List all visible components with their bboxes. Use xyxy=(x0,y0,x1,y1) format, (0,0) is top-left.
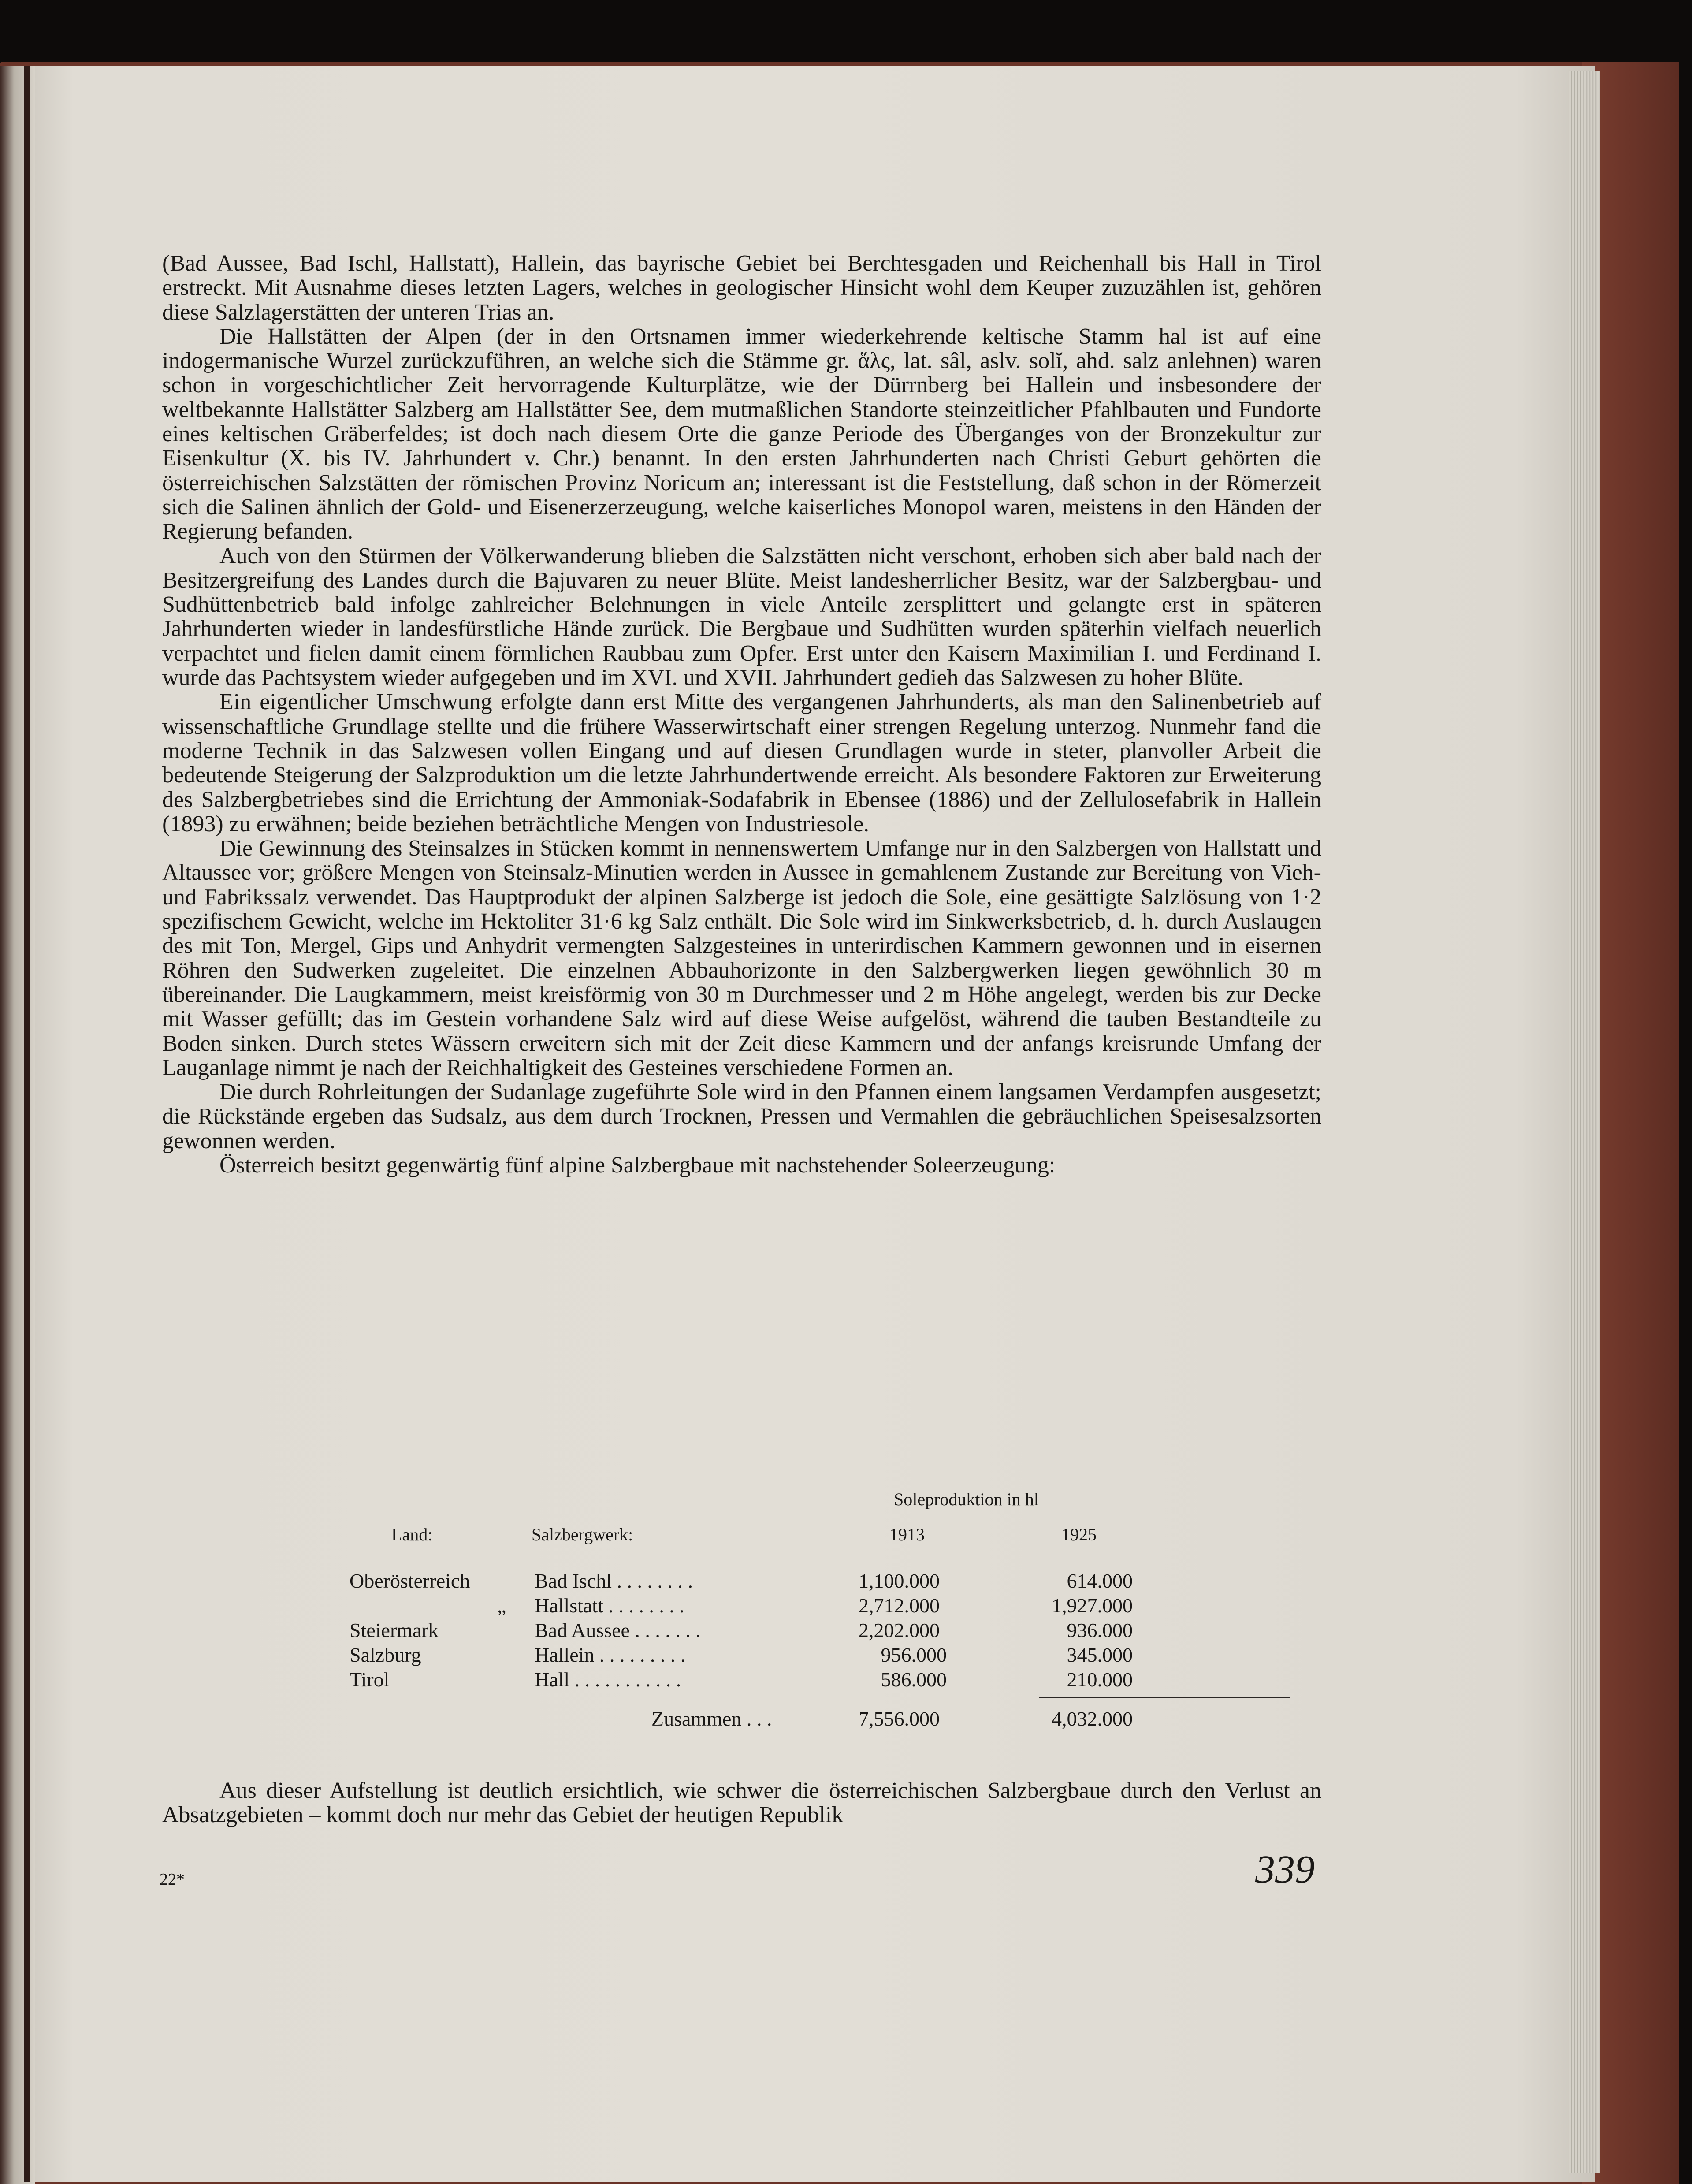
page-edges xyxy=(1569,71,1600,2173)
paragraph: Österreich besitzt gegenwärtig fünf alpine Salzbergbaue mit nachstehender Soleerzeugung: xyxy=(219,1152,1056,1178)
body-text xyxy=(162,251,1321,1177)
table-land: Oberösterreich xyxy=(350,1570,470,1592)
table-land: Salzburg xyxy=(350,1644,421,1666)
table-land: Tirol xyxy=(350,1668,390,1691)
closing-text xyxy=(162,1778,1321,1827)
paragraph: Ein eigentlicher Umschwung erfolgte dann erst Mitte des vergangenen Jahrhunderts, als man den Salinenbetrieb auf wissenschaftliche Grundlage stellte und die frühere Wasserwirtschaft einer strengen Regelung unterzog. Nunmehr fand die moderne Technik in das Salzwesen vollen Eingang und auf diesen Grundlagen wurde in steter, planvoller Arbeit die bedeutende Steigerung der Salzproduktion um die letzte Jahrhundertwende erreicht. Als besondere Faktoren zur Erweiterung des Salzbergbetriebes sind die Errichtung der Ammoniak-Sodafabrik in Ebensee (1886) und der Zellulosefabrik in Hallein (1893) zu erwähnen; beide beziehen beträchtliche Mengen von Industriesole. xyxy=(162,689,1321,837)
production-table xyxy=(162,1489,1321,1736)
paragraph: Aus dieser Aufstellung ist deutlich ersichtlich, wie schwer die österreichischen Salzbergbaue durch den Verlust an Absatzgebieten – kommt doch nur mehr das Gebiet der heutigen Republik xyxy=(162,1778,1321,1828)
table-total-1913: 7,556.000 xyxy=(859,1708,940,1730)
table-total-label: Zusammen . . . xyxy=(651,1708,772,1730)
table-header-1913: 1913 xyxy=(889,1525,925,1544)
table-1913: 1,100.000 xyxy=(859,1570,940,1592)
signature-mark: 22* xyxy=(160,1870,185,1889)
paragraph: Auch von den Stürmen der Völkerwanderung blieben die Salzstätten nicht verschont, erhoben sich aber bald nach der Besitzergreifung des Landes durch die Bajuvaren zu neuer Blüte. Meist landesherrlicher Besitz, war der Salzbergbau- und Sudhüttenbetrieb bald infolge zahlreicher Belehnungen in viele Anteile zersplittert und gelangte erst in späteren Jahrhunderten wieder in landesfürstliche Hände zurück. Die Bergbaue und Sudhütten wurden späterhin vielfach neuerlich verpachtet und fielen damit einem förmlichen Raubbau zum Opfer. Erst unter den Kaisern Maximilian I. und Ferdinand I. wurde das Pachtsystem wieder aufgegeben und im XVI. und XVII. Jahrhundert gedieh das Salzwesen zu hoher Blüte. xyxy=(162,543,1321,691)
table-werk: Hallein . . . . . . . . . xyxy=(535,1644,686,1666)
table-header-1925: 1925 xyxy=(1061,1525,1097,1544)
paragraph: Die durch Rohrleitungen der Sudanlage zugeführte Sole wird in den Pfannen einem langsamen Verdampfen ausgesetzt; die Rückstände ergeben das Sudsalz, aus dem durch Trocknen, Pressen und Vermahlen die gebräuchlichen Speisesalzsorten gewonnen werden. xyxy=(162,1079,1321,1153)
table-total-1925: 4,032.000 xyxy=(1052,1708,1133,1730)
table-1913: 956.000 xyxy=(881,1644,947,1666)
table-header-werk: Salzbergwerk: xyxy=(532,1525,633,1544)
table-header-land: Land: xyxy=(391,1525,433,1544)
gutter xyxy=(24,66,30,2182)
sum-rule xyxy=(1039,1697,1290,1698)
paragraph: Die Gewinnung des Steinsalzes in Stücken kommt in nennenswertem Umfange nur in den Salzbergen von Hallstatt und Altaussee vor; größere Mengen von Steinsalz-Minutien werden in Aussee in gemahlenem Zustande zur Bereitung von Vieh- und Fabrikssalz verwendet. Das Hauptprodukt der alpinen Salzberge ist jedoch die Sole, eine gesättigte Salzlösung von 1·2 spezifischem Gewicht, welche im Hektoliter 31·6 kg Salz enthält. Die Sole wird im Sinkwerksbetrieb, d. h. durch Auslaugen des mit Ton, Mergel, Gips und Anhydrit vermengten Salzgesteines in unterirdischen Kammern gewonnen und in eisernen Röhren den Sudwerken zugeleitet. Die einzelnen Abbauhorizonte in den Salzbergwerken liegen gewöhnlich 30 m übereinander. Die Laugkammern, meist kreisförmig von 30 m Durchmesser und 2 m Höhe angelegt, werden bis zur Decke mit Wasser gefüllt; das im Gestein vorhandene Salz wird auf diese Weise aufgelöst, während die tauben Bestandteile zu Boden sinken. Durch stetes Wässern erweitern sich mit der Zeit diese Kammern und der anfangs kreisrunde Umfang der Lauganlage nimmt je nach der Reichhaltigkeit des Gesteines verschiedene Formen an. xyxy=(162,836,1321,1080)
paragraph: Die Hallstätten der Alpen (der in den Ortsnamen immer wiederkehrende keltische Stamm hal ist auf eine indogermanische Wurzel zurückzuführen, an welche sich die Stämme gr. ἅλς, lat. sâl, aslv. solĭ, ahd. salz anlehnen) waren schon in vorgeschichtlicher Zeit hervorragende Kulturplätze, wie der Dürrnberg bei Hallein und insbesondere der weltbekannte Hallstätter Salzberg am Hallstätter See, dem mutmaßlichen Standorte steinzeitlicher Pfahlbauten und Fundorte eines keltischen Gräberfeldes; ist doch nach diesem Orte die ganze Periode des Überganges von der Bronzekultur zur Eisenkultur (X. bis IV. Jahrhundert v. Chr.) benannt. In den ersten Jahrhunderten nach Christi Geburt gehörten die österreichischen Salzstätten der römischen Provinz Noricum an; interessant ist die Feststellung, daß schon in der Römerzeit sich die Salinen ähnlich der Gold- und Eisenerzerzeugung, welche kaiserliches Monopol waren, meistens in den Händen der Regierung befanden. xyxy=(162,324,1321,544)
table-werk: Hall . . . . . . . . . . . xyxy=(535,1668,681,1691)
table-werk: Hallstatt . . . . . . . . xyxy=(535,1594,684,1617)
table-land: Steiermark xyxy=(350,1619,439,1641)
table-group-header: Soleproduktion in hl xyxy=(894,1489,1039,1509)
table-1925: 210.000 xyxy=(1067,1668,1133,1691)
paragraph: (Bad Aussee, Bad Ischl, Hallstatt), Hallein, das bayrische Gebiet bei Berchtesgaden und Reichenhall bis Hall in Tirol erstreckt. Mit Ausnahme dieses letzten Lagers, welches in geologischer Hinsicht wohl dem Keuper zuzuzählen ist, gehören diese Salzlagerstätten der unteren Trias an. xyxy=(162,251,1321,325)
table-1925: 614.000 xyxy=(1067,1570,1133,1592)
table-1913: 2,712.000 xyxy=(859,1594,940,1617)
table-werk: Bad Ischl . . . . . . . . xyxy=(535,1570,693,1592)
table-1925: 345.000 xyxy=(1067,1644,1133,1666)
table-land: „ xyxy=(497,1594,506,1617)
page-number: 339 xyxy=(1255,1848,1315,1891)
table-1913: 586.000 xyxy=(881,1668,947,1691)
table-werk: Bad Aussee . . . . . . . xyxy=(535,1619,701,1641)
table-1925: 1,927.000 xyxy=(1052,1594,1133,1617)
table-1913: 2,202.000 xyxy=(859,1619,940,1641)
table-1925: 936.000 xyxy=(1067,1619,1133,1641)
